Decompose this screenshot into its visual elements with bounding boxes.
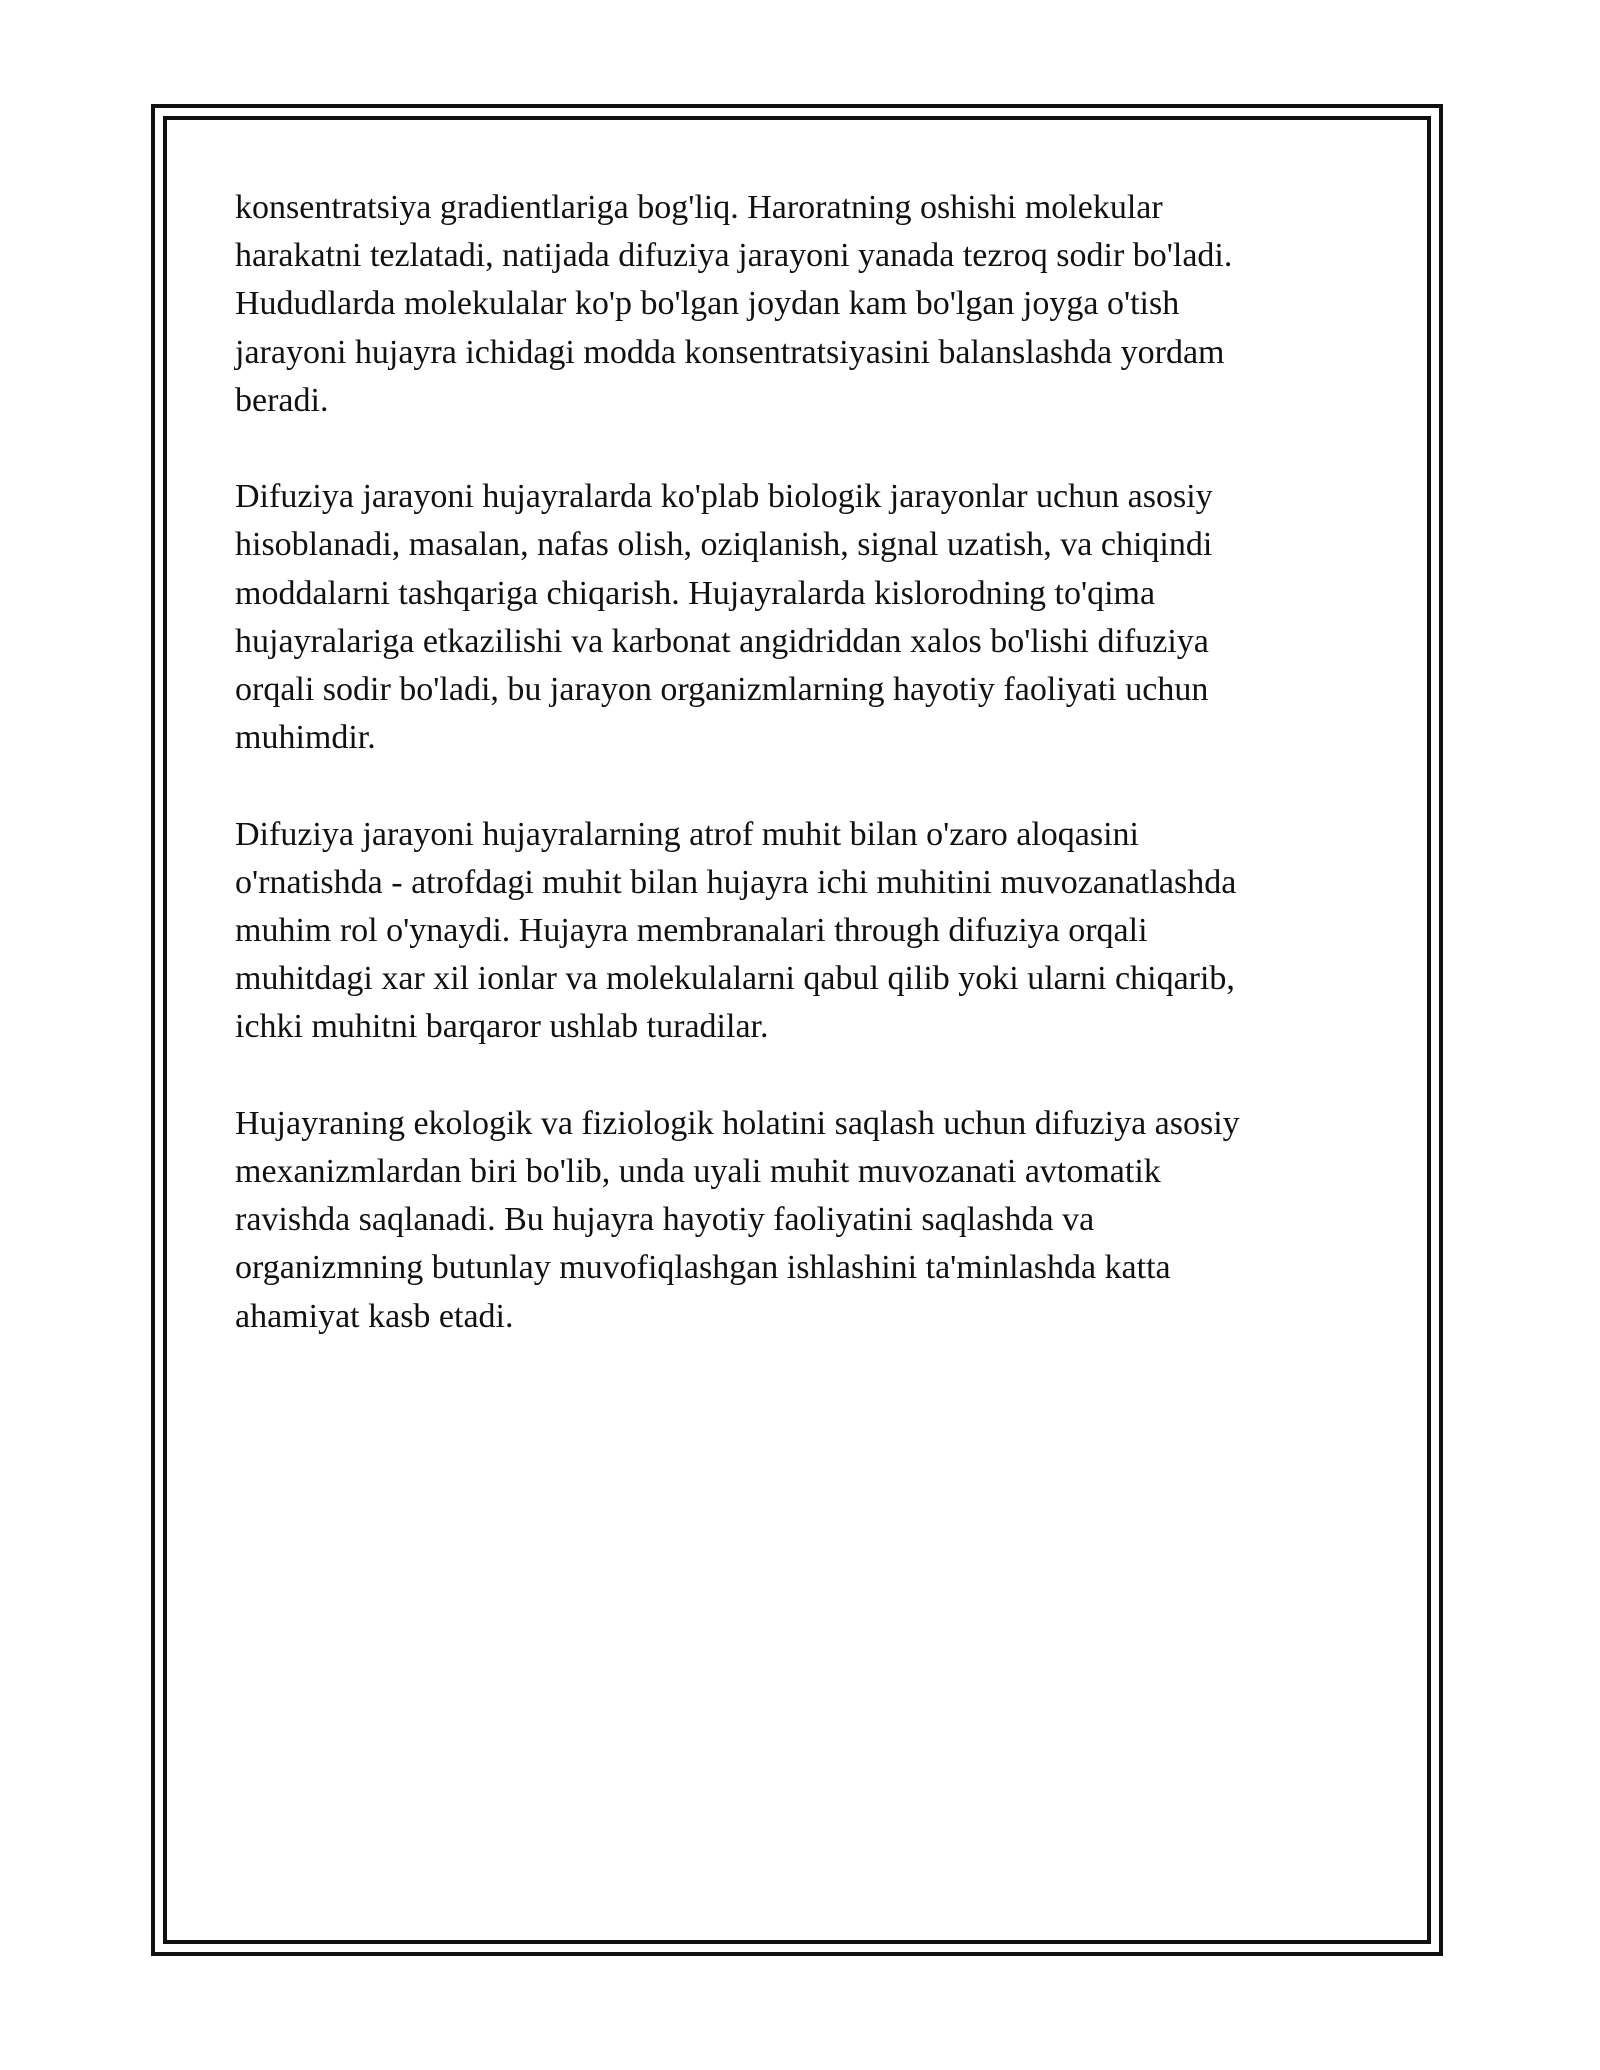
- paragraph-1: konsentratsiya gradientlariga bog'liq. Haroratning oshishi molekular harakatni tezlatadi, natijada difuziya jarayoni yanada tezroq sodir bo'ladi. Hududlarda molekulalar ko'p bo'lgan joydan kam bo'lgan joyga o'tish jarayoni hujayra ichidagi modda konsentratsiyasini balanslashda yordam beradi.: [235, 189, 1233, 419]
- paragraph-2: Difuziya jarayoni hujayralarda ko'plab biologik jarayonlar uchun asosiy hisoblanadi, masalan, nafas olish, oziqlanish, signal uzatish, va chiqindi moddalarni tashqariga chiqarish. Hujayralarda kislorodning to'qima hujayralariga etkazilishi va karbonat angidriddan xalos bo'lishi difuziya orqali sodir bo'ladi, bu jarayon organizmlarning hayotiy faoliyati uchun muhimdir.: [235, 478, 1213, 757]
- paragraph-3: Difuziya jarayoni hujayralarning atrof muhit bilan o'zaro aloqasini o'rnatishda - atrofdagi muhit bilan hujayra ichi muhitini muvozanatlashda muhim rol o'ynaydi. Hujayra membranalari through difuziya orqali muhitdagi xar xil ionlar va molekulalarni qabul qilib yoki ularni chiqarib, ichki muhitni barqaror ushlab turadilar.: [235, 815, 1237, 1046]
- document-body: [235, 184, 1365, 1389]
- paragraph-4: Hujayraning ekologik va fiziologik holatini saqlash uchun difuziya asosiy mexanizmlardan biri bo'lib, unda uyali muhit muvozanati avtomatik ravishda saqlanadi. Bu hujayra hayotiy faoliyatini saqlashda va organizmning butunlay muvofiqlashgan ishlashini ta'minlashda katta ahamiyat kasb etadi.: [235, 1104, 1240, 1335]
